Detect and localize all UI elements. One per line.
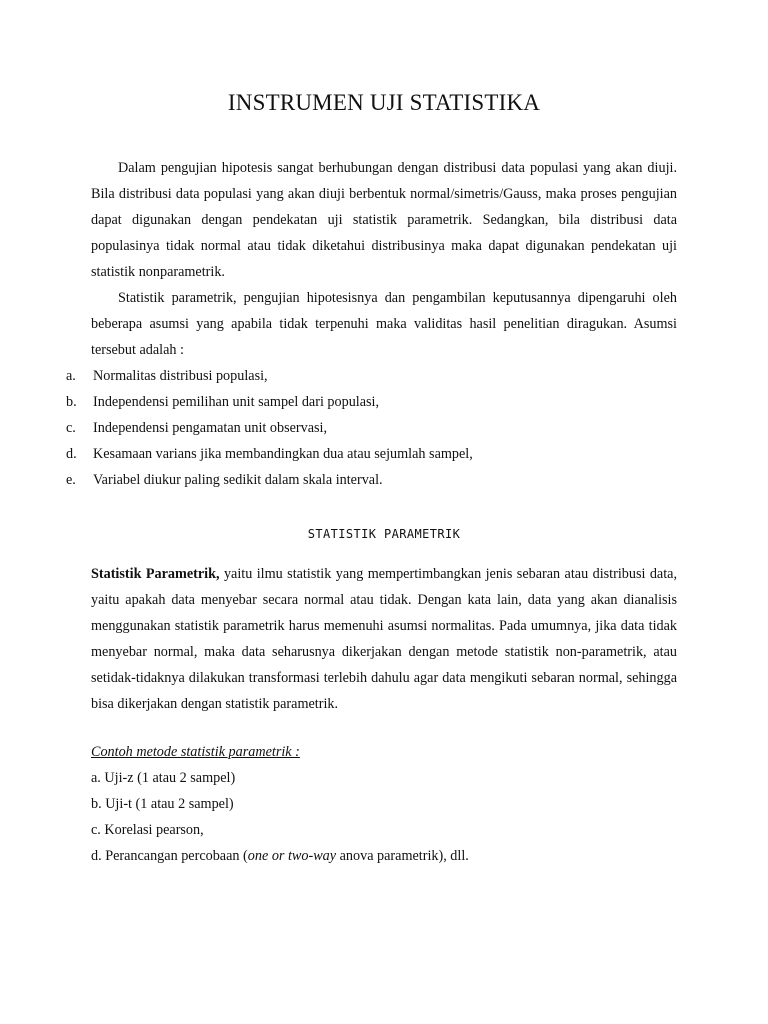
list-item: [66, 389, 686, 415]
example-d-prefix: d. Perancangan percobaan (: [91, 848, 248, 864]
list-item-text: Normalitas distribusi populasi,: [93, 368, 268, 384]
list-item: [91, 843, 677, 869]
list-marker: b.: [66, 394, 77, 410]
list-item: [66, 441, 686, 467]
list-marker: e.: [66, 472, 76, 488]
list-item-text: Kesamaan varians jika membandingkan dua atau sejumlah sampel,: [93, 446, 473, 462]
list-item: c. Korelasi pearson,: [91, 822, 204, 838]
list-item: b. Uji-t (1 atau 2 sampel): [91, 796, 234, 812]
list-marker: d.: [66, 446, 77, 462]
document-title: INSTRUMEN UJI STATISTIKA: [227, 90, 541, 115]
examples-section: [91, 739, 677, 869]
list-item: [66, 415, 686, 441]
list-marker: a.: [66, 368, 76, 384]
list-marker: c.: [66, 420, 76, 436]
list-item: [66, 363, 686, 389]
section-heading: STATISTIK PARAMETRIK: [307, 527, 461, 541]
assumption-list: [66, 363, 686, 493]
examples-title: Contoh metode statistik parametrik :: [91, 744, 300, 760]
list-item-text: Variabel diukur paling sedikit dalam skala interval.: [93, 472, 383, 488]
example-d-italic: one or two-way: [247, 848, 337, 864]
list-item-text: Independensi pemilihan unit sampel dari populasi,: [93, 394, 380, 410]
list-item-text: Independensi pengamatan unit observasi,: [93, 420, 328, 436]
list-item: [66, 467, 686, 493]
intro-paragraph: Dalam pengujian hipotesis sangat berhubungan dengan distribusi data populasi yang akan diuji. Bila distribusi data populasi yang akan diuji berbentuk normal/simetris/Gauss, maka proses pengujian dapat digunakan dengan pendekatan uji statistik parametrik. Sedangkan, bila distribusi data populasinya tidak normal atau tidak diketahui distribusinya maka dapat digunakan pendekatan uji statistik nonparametrik.: [91, 160, 677, 280]
assumption-paragraph: Statistik parametrik, pengujian hipotesisnya dan pengambilan keputusannya dipengaruhi oleh beberapa asumsi yang apabila tidak terpenuhi maka validitas hasil penelitian diragukan. Asumsi tersebut adalah :: [91, 290, 677, 358]
example-d-suffix: anova parametrik), dll.: [336, 848, 469, 864]
definition-text: yaitu ilmu statistik yang mempertimbangkan jenis sebaran atau distribusi data, yaitu apakah data menyebar secara normal atau tidak. Dengan kata lain, data yang akan dianalisis menggunakan statistik parametrik harus memenuhi asumsi normalitas. Pada umumnya, jika data tidak menyebar normal, maka data seharusnya dikerjakan dengan metode statistik non-parametrik, atau setidak-tidaknya dilakukan transformasi terlebih dahulu agar data mengikuti sebaran normal, sehingga bisa dikerjakan dengan statistik parametrik.: [91, 566, 678, 712]
definition-term: Statistik Parametrik,: [91, 566, 220, 582]
definition-paragraph: [91, 561, 677, 717]
list-item: a. Uji-z (1 atau 2 sampel): [91, 770, 236, 786]
examples-list: [91, 765, 677, 869]
